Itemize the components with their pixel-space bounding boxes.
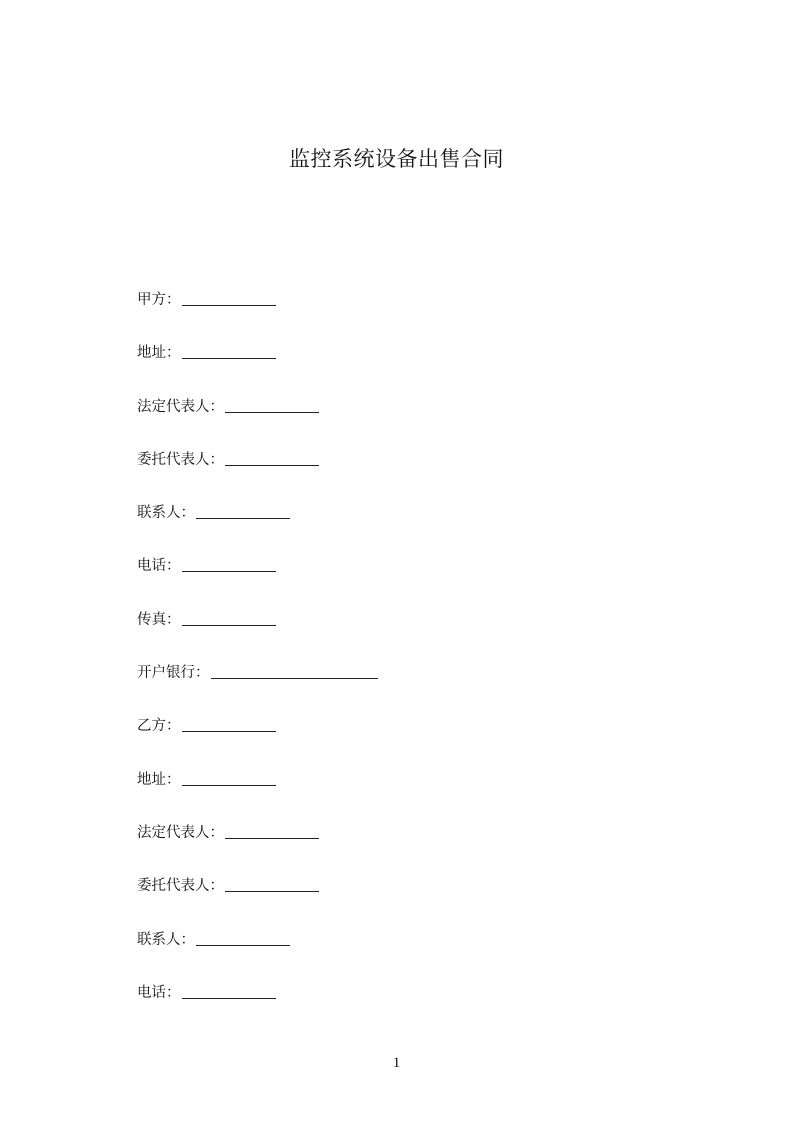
- party-a-legal-rep-label: 法定代表人：: [137, 398, 224, 415]
- party-a-legal-rep-field: [137, 397, 697, 450]
- party-a-phone-label: 电话：: [137, 558, 181, 575]
- party-b-legal-rep-blank[interactable]: [225, 823, 319, 839]
- party-b-agent-label: 委托代表人：: [137, 878, 224, 895]
- party-b-phone-label: 电话：: [137, 984, 181, 1001]
- party-b-legal-rep-field: [137, 823, 697, 876]
- party-b-field: [137, 716, 697, 769]
- party-b-legal-rep-label: 法定代表人：: [137, 824, 224, 841]
- party-b-phone-blank[interactable]: [182, 983, 276, 999]
- party-a-contact-field: [137, 503, 697, 556]
- party-a-address-label: 地址：: [137, 345, 181, 362]
- party-b-blank[interactable]: [182, 716, 276, 732]
- party-b-phone-field: [137, 983, 697, 1036]
- party-a-phone-blank[interactable]: [182, 556, 276, 572]
- party-a-agent-field: [137, 450, 697, 503]
- party-fields: [137, 290, 697, 1036]
- party-b-contact-label: 联系人：: [137, 931, 195, 948]
- party-a-label: 甲方：: [137, 292, 181, 308]
- party-a-fax-label: 传真：: [137, 611, 181, 628]
- party-b-address-label: 地址：: [137, 771, 181, 788]
- party-a-agent-blank[interactable]: [225, 450, 319, 466]
- party-b-agent-field: [137, 876, 697, 929]
- party-b-address-field: [137, 770, 697, 823]
- party-a-bank-field: [137, 663, 697, 716]
- party-a-contact-label: 联系人：: [137, 505, 195, 522]
- party-b-address-blank[interactable]: [182, 770, 276, 786]
- party-b-agent-blank[interactable]: [225, 876, 319, 892]
- party-a-fax-field: [137, 610, 697, 663]
- party-a-legal-rep-blank[interactable]: [225, 397, 319, 413]
- party-a-bank-label: 开户银行：: [137, 665, 210, 682]
- party-a-bank-blank[interactable]: [211, 663, 378, 679]
- party-a-fax-blank[interactable]: [182, 610, 276, 626]
- party-b-contact-blank[interactable]: [196, 930, 290, 946]
- party-b-contact-field: [137, 930, 697, 983]
- party-a-field: [137, 290, 697, 343]
- party-a-agent-label: 委托代表人：: [137, 451, 224, 468]
- party-a-phone-field: [137, 556, 697, 609]
- party-a-address-blank[interactable]: [182, 343, 276, 359]
- party-b-label: 乙方：: [137, 718, 181, 735]
- party-a-contact-blank[interactable]: [196, 503, 290, 519]
- page-number: 1: [392, 1055, 401, 1071]
- party-a-address-field: [137, 343, 697, 396]
- document-title: 监控系统设备出售合同: [289, 147, 504, 171]
- party-a-blank[interactable]: [182, 290, 276, 306]
